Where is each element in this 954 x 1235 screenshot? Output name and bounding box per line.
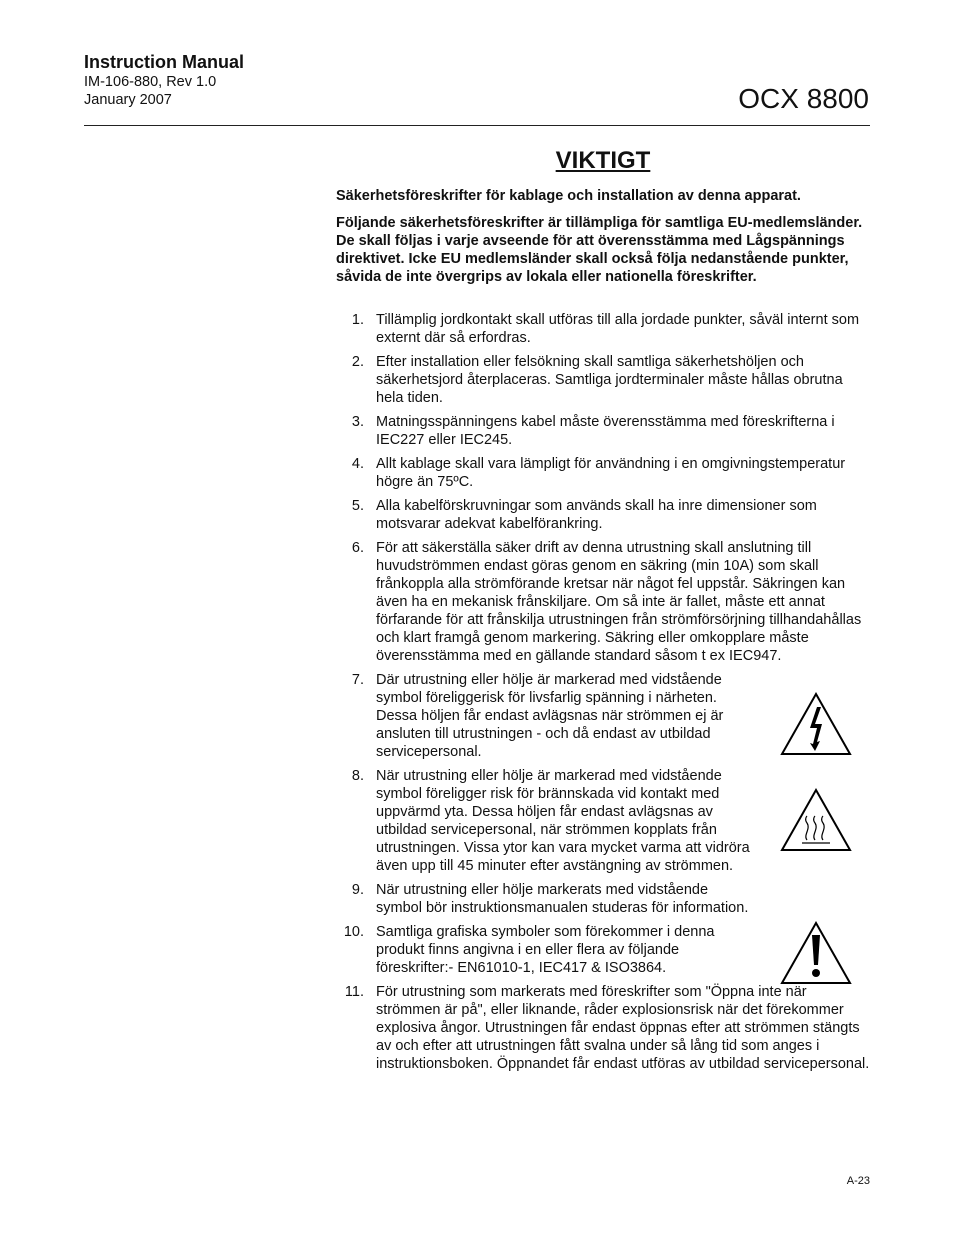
item-text: För att säkerställa säker drift av denna utrustning skall anslutning till huvudströmmen endast göras genom en säkring (min 10A) som skall frånkoppla alla strömförande kretsar när något fel uppstår. Säkringen kan även ha en mekanisk frånskiljare. Om så inte är fallet, måste ett annat förfarande för att frånskilja utrustningen från strömförsörjning tillhandahållas och klart framgå genom markering. Säkring eller omkopplare måste överensstämma med en gällande standard såsom t ex IEC947.	[376, 540, 862, 664]
item-text: Samtliga grafiska symboler som förekommer i denna produkt finns angivna i en eller flera av följande föreskrifter:- EN61010-1, IEC417 & ISO3864.	[376, 924, 715, 976]
item-number: 1.	[351, 312, 364, 328]
item-text: När utrustning eller hölje markerats med vidstående symbol bör instruktionsmanualen studeras för information.	[376, 882, 749, 916]
item-text: När utrustning eller hölje är markerad med vidstående symbol föreligger risk för brännskada vid kontakt med uppvärmd yta. Dessa höljen får endast avlägsnas av utbildad servicepersonal, när strömmen kopplats från utrustningen. Vissa ytor kan vara mycket varma att vidröra även upp till 45 minuter efter avstängning av strömmen.	[376, 768, 750, 874]
item-text: Alla kabelförskruvningar som används skall ha inre dimensioner som motsvarar adekvat kabelförankring.	[376, 498, 817, 532]
item-text: Tillämplig jordkontakt skall utföras till alla jordade punkter, såväl internt som externt där så erfordras.	[376, 312, 860, 346]
list-item	[336, 455, 870, 491]
item-number: 11.	[344, 984, 364, 1000]
item-text: Matningsspänningens kabel måste överensstämma med föreskrifterna i IEC227 eller IEC245.	[376, 414, 835, 448]
header-divider	[84, 125, 870, 126]
page-number: A-23	[846, 1175, 870, 1187]
list-item	[336, 539, 870, 665]
hot-surface-warning-icon	[780, 788, 852, 852]
intro-paragraph-1: Säkerhetsföreskrifter för kablage och installation av denna apparat.	[336, 188, 801, 204]
product-name: OCX 8800	[738, 83, 869, 114]
item-text: Allt kablage skall vara lämpligt för användning i en omgivningstemperatur högre än 75ºC.	[376, 456, 846, 490]
item-number: 5.	[351, 498, 364, 514]
intro-paragraph-2: Följande säkerhetsföreskrifter är tillämpliga för samtliga EU-medlemsländer. De skall följas i varje avseende för att överensstämma med Lågspännings direktivet. Icke EU medlemsländer skall också följa nedanstående punkter, såvida de inte övergrips av lokala eller nationella föreskrifter.	[336, 215, 863, 285]
electric-shock-warning-icon	[780, 692, 852, 756]
general-caution-icon	[780, 921, 852, 985]
item-number: 2.	[351, 354, 364, 370]
manual-title: Instruction Manual	[84, 52, 245, 72]
item-number: 10.	[343, 924, 364, 940]
list-item	[336, 413, 870, 449]
item-text: För utrustning som markerats med föreskrifter som "Öppna inte när strömmen är på", eller liknande, råder explosionsrisk när det förekommer explosiva ångor. Utrustningen får endast öppnas efter att strömmen stängts av och efter att utrustningen fått svalna under så lång tid som anges i instruktionsboken. Öppnandet får endast utföras av utbildad servicepersonal.	[376, 984, 870, 1072]
item-text: Där utrustning eller hölje är markerad med vidstående symbol föreliggerisk för livsfarlig spänning i närheten. Dessa höljen får endast avlägsnas när strömmen ej är ansluten till utrustningen - och då endast av utbildad servicepersonal.	[376, 672, 724, 760]
list-item	[336, 497, 870, 533]
item-number: 8.	[351, 768, 364, 784]
item-number: 7.	[351, 672, 364, 688]
list-item	[336, 353, 870, 407]
item-text: Efter installation eller felsökning skall samtliga säkerhetshöljen och säkerhetsjord återplaceras. Samtliga jordterminaler måste hållas obrutna hela tiden.	[376, 354, 843, 406]
item-number: 4.	[351, 456, 364, 472]
item-number: 3.	[351, 414, 364, 430]
list-item	[336, 311, 870, 347]
document-number: IM-106-880, Rev 1.0	[84, 74, 217, 90]
item-number: 6.	[351, 540, 364, 556]
page-heading: VIKTIGT	[555, 147, 651, 174]
list-item	[336, 881, 870, 917]
list-item	[336, 983, 870, 1073]
document-date: January 2007	[84, 92, 172, 108]
item-number: 9.	[351, 882, 364, 898]
